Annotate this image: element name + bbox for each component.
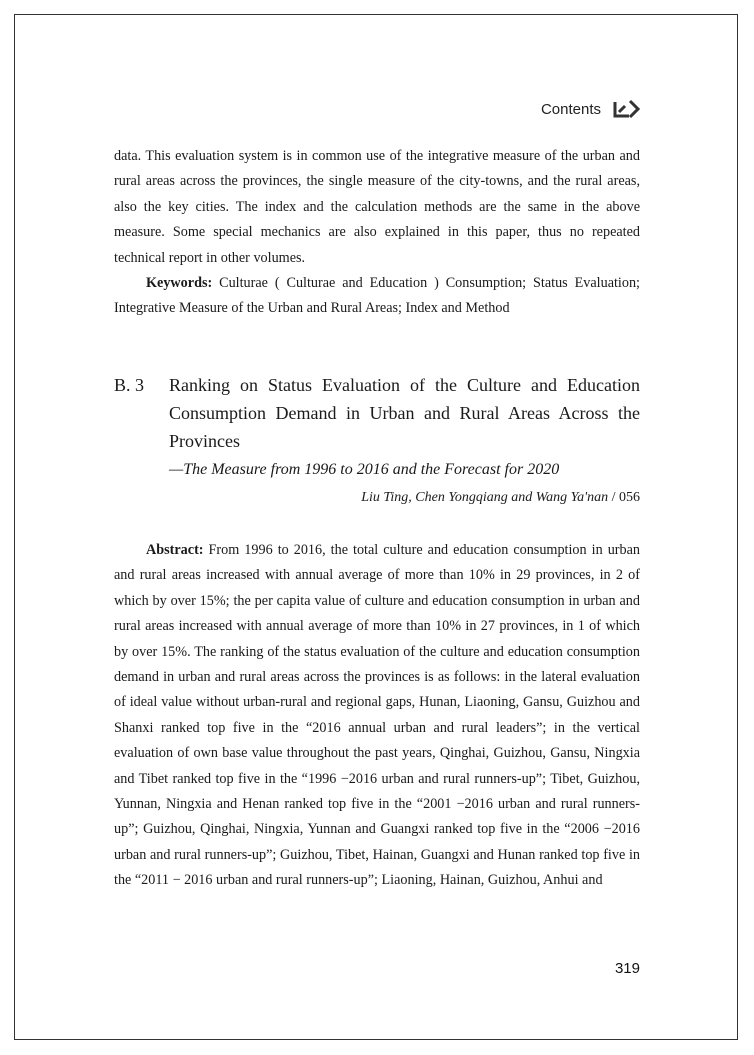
abstract-text: From 1996 to 2016, the total culture and education consumption in urban and rural areas increased with annual average of more than 10% in 29 provinces, in 2 of which by over 15%; the per capita value of culture and education consumption in urban and rural areas increased with annual average of more than 10% in 27 provinces, in 1 of which by over 15%. The ranking of the status evaluation of the culture and education consumption demand in urban and rural areas across the provinces is as follows: in the lateral evaluation of ideal value without urban-rural and regional gaps, Hunan, Liaoning, Gansu, Guizhou and Shanxi ranked top five in the “2016 annual urban and rural leaders”; in the vertical evaluation of own base value throughout the past years, Qinghai, Guizhou, Gansu, Ningxia and Tibet ranked top five in the “1996 −2016 urban and rural runners-up”; Tibet, Guizhou, Yunnan, Ningxia and Henan ranked top five in the “2001 −2016 urban and rural runners-up”; Guizhou, Qinghai, Ningxia, Yunnan and Guangxi ranked top five in the “2006 −2016 urban and rural runners-up”; Guizhou, Tibet, Hainan, Guangxi and Hunan ranked top five in the “2011 − 2016 urban and rural runners-up”; Liaoning, Hainan, Guizhou, Anhui and (114, 542, 640, 889)
keywords-paragraph (114, 271, 640, 322)
abstract-paragraph (114, 538, 640, 894)
page-number: 319 (614, 960, 640, 977)
keywords-text: Culturae ( Culturae and Education ) Consumption; Status Evaluation; Integrative Measure of the Urban and Rural Areas; Index and Method (114, 275, 640, 317)
keywords-label: Keywords: (146, 275, 213, 292)
abstract-label: Abstract: (146, 542, 204, 558)
section-authors (114, 486, 640, 510)
author-names: Liu Ting, Chen Yongqiang and Wang Ya'nan (361, 490, 609, 505)
contents-link[interactable] (541, 98, 641, 120)
section-number: B. 3 (114, 375, 145, 395)
abstract-block (114, 538, 640, 894)
page-reference[interactable]: / 056 (608, 490, 640, 505)
abstract-continuation (114, 144, 640, 322)
contents-label: Contents (540, 100, 601, 118)
return-arrow-icon (613, 98, 641, 120)
section-subtitle: —The Measure from 1996 to 2016 and the Forecast for 2020 (169, 461, 560, 478)
section-b3 (114, 371, 640, 510)
abstract-continued-text: data. This evaluation system is in common use of the integrative measure of the urban and rural areas across the provinces, the single measure of the city-towns, and the rural areas, also the key cities. The index and the calculation methods are the same in the above measure. Some special mechanics are also explained in this paper, thus no repeated technical report in other volumes. (114, 148, 640, 266)
section-title[interactable]: Ranking on Status Evaluation of the Culture and Education Consumption Demand in Urban and Rural Areas Across the Provinces (169, 375, 640, 451)
